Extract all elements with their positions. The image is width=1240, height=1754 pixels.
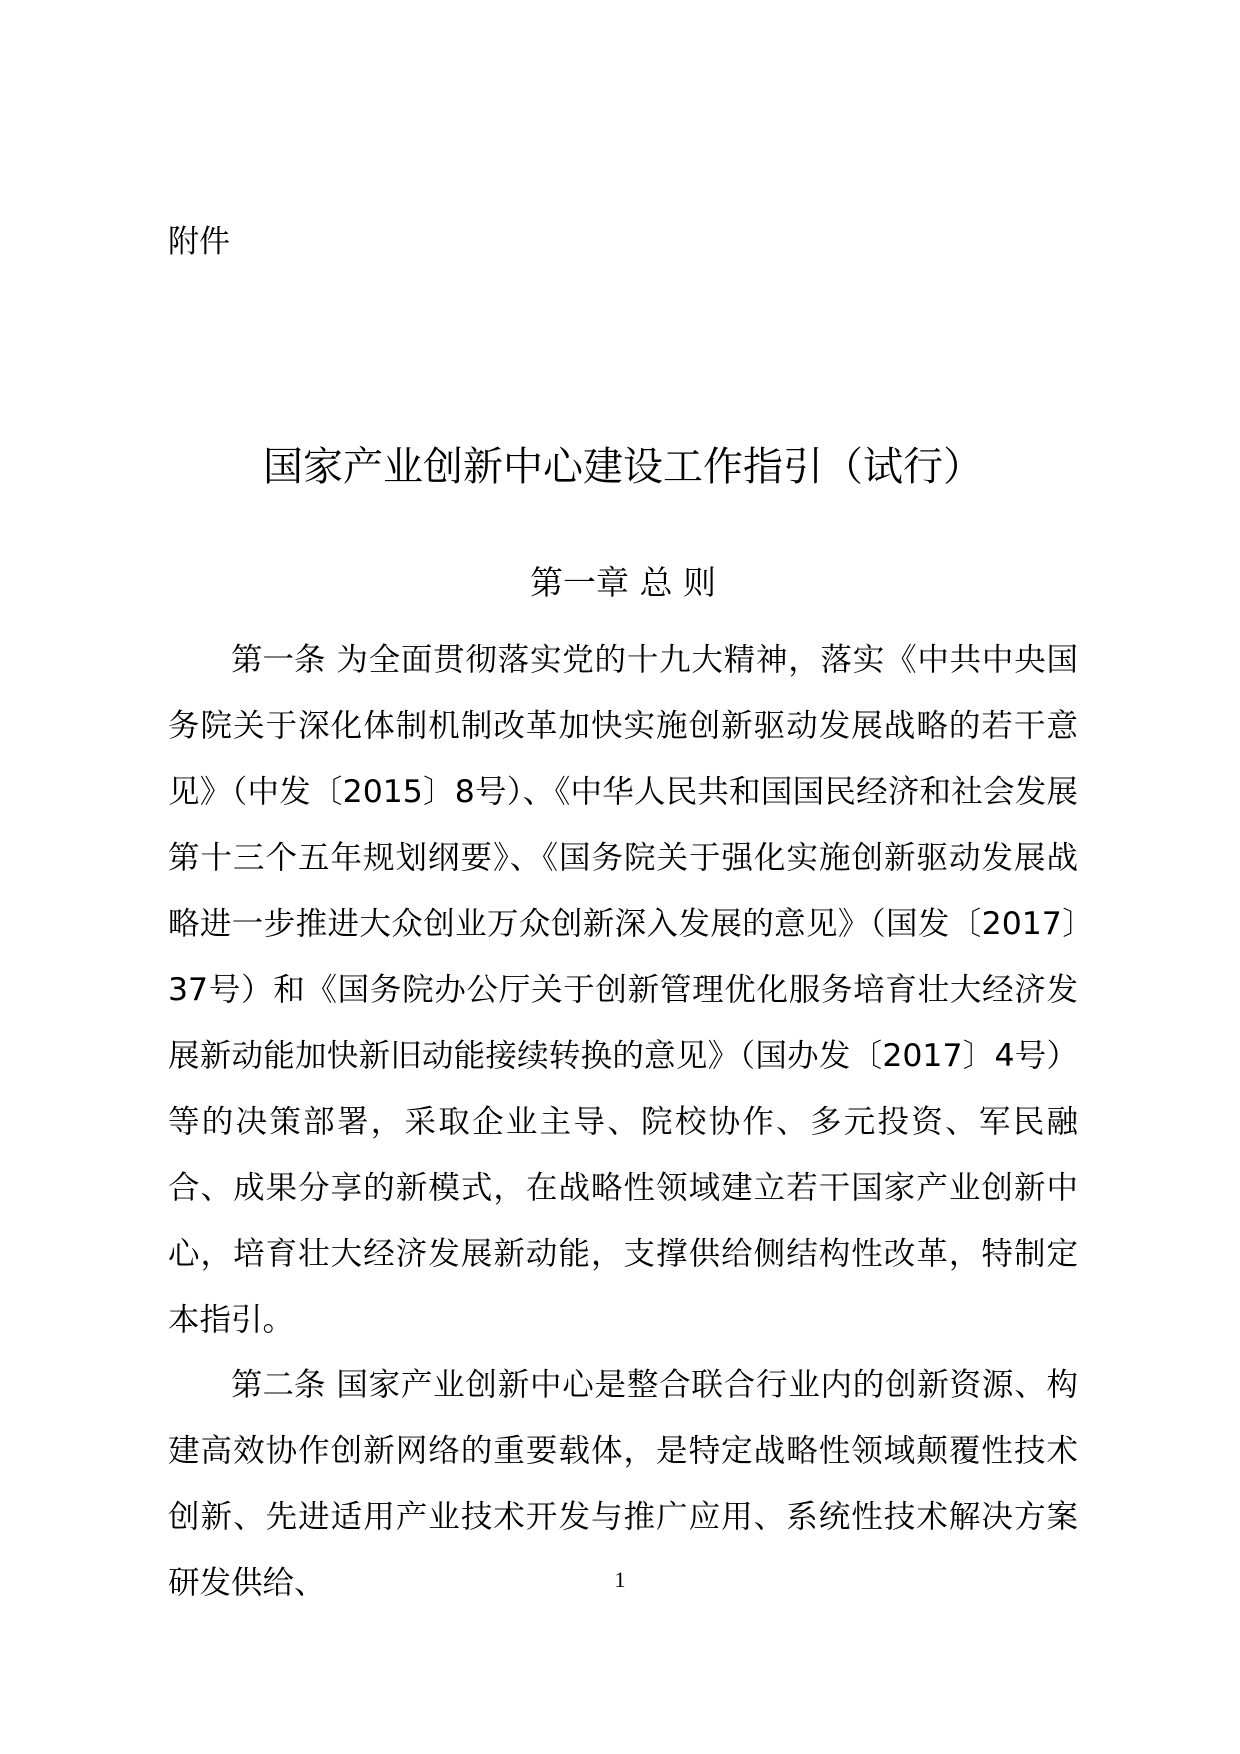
article-number: 第一条 xyxy=(231,642,326,678)
article-number: 第二条 xyxy=(231,1367,326,1403)
chapter-heading: 第一章 总 则 xyxy=(530,563,716,602)
page-number: 1 xyxy=(614,1567,626,1592)
article-paragraph-1 xyxy=(168,627,1078,1353)
article-text: 国家产业创新中心是整合联合行业内的创新资源、构建高效协作创新网络的重要载体，是特定战略性领域颠覆性技术创新、先进适用产业技术开发与推广应用、系统性技术解决方案研发供给、 xyxy=(168,1367,1078,1601)
attachment-label: 附件 xyxy=(168,224,230,260)
article-text: 为全面贯彻落实党的十九大精神，落实《中共中央国务院关于深化体制机制改革加快实施创新驱动发展战略的若干意见》（中发〔2015〕8号）、《中华人民共和国国民经济和社会发展第十三个五年规划纲要》、《国务院关于强化实施创新驱动发展战略进一步推进大众创业万众创新深入发展的意见》（国发〔2017〕37号）和《国务院办公厅关于创新管理优化服务培育壮大经济发展新动能加快新旧动能接续转换的意见》（国办发〔2017〕4号）等的决策部署，采取企业主导、院校协作、多元投资、军民融合、成果分享的新模式，在战略性领域建立若干国家产业创新中心，培育壮大经济发展新动能，支撑供给侧结构性改革，特制定本指引。 xyxy=(168,642,1078,1338)
document-title: 国家产业创新中心建设工作指引（试行） xyxy=(263,444,983,490)
